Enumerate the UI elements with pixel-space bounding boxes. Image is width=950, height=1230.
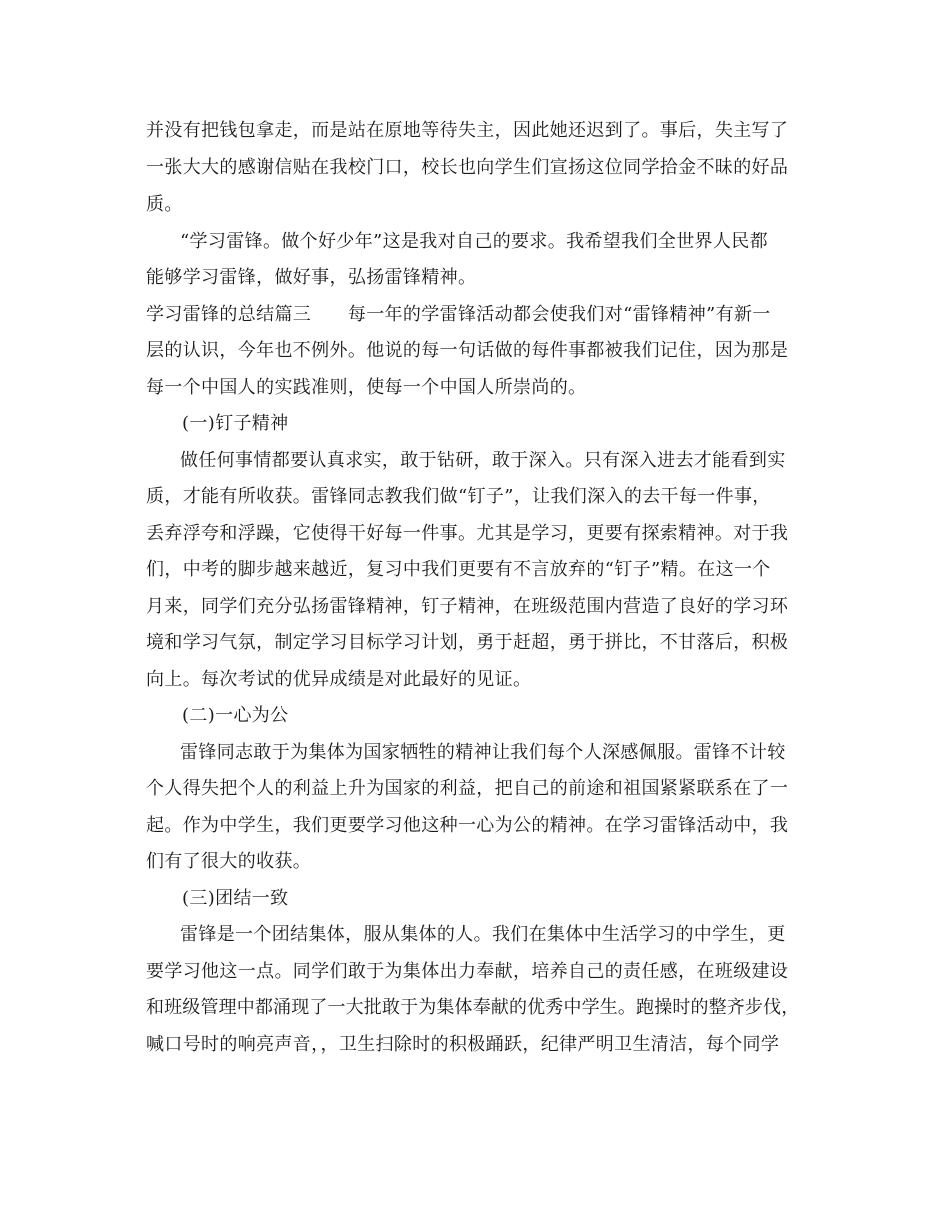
text-line: 境和学习气氛，制定学习目标学习计划，勇于赶超，勇于拼比，不甘落后，积极	[146, 632, 789, 653]
subheading-nail-spirit: (一)钉子精神	[182, 413, 289, 434]
text-line: 并没有把钱包拿走，而是站在原地等待失主，因此她还迟到了。事后，失主写了	[146, 120, 789, 141]
subheading-selfless: (二)一心为公	[182, 705, 289, 726]
text-line: 喊口号时的响亮声音，，卫生扫除时的积极踊跃，纪律严明卫生清洁，每个同学	[146, 1034, 780, 1055]
text-line: 月来，同学们充分弘扬雷锋精神，钉子精神，在班级范围内营造了良好的学习环	[146, 596, 789, 617]
text-line: 起。作为中学生，我们更要学习他这种一心为公的精神。在学习雷锋活动中，我	[146, 815, 789, 836]
text-line: 做任何事情都要认真求实，敢于钻研，敢于深入。只有深入进去才能看到实	[180, 450, 786, 471]
text-line: 丢弃浮夸和浮躁，它使得干好每一件事。尤其是学习，更要有探索精神。对于我	[146, 523, 789, 544]
text-line: 一张大大的感谢信贴在我校门口，校长也向学生们宣扬这位同学拾金不昧的好品	[146, 157, 789, 178]
text-line: 能够学习雷锋，做好事，弘扬雷锋精神。	[146, 267, 477, 288]
text-line: 每一个中国人的实践准则，使每一个中国人所崇尚的。	[146, 377, 587, 398]
text-line: “学习雷锋。做个好少年”这是我对自己的要求。我希望我们全世界人民都	[180, 231, 768, 252]
text-line: 质。	[146, 194, 183, 215]
text-line: 向上。每次考试的优异成绩是对此最好的见证。	[146, 669, 532, 690]
section-title-line: 学习雷锋的总结篇三 每一年的学雷锋活动都会使我们对“雷锋精神”有新一	[146, 304, 771, 325]
text-line: 质，才能有所收获。雷锋同志教我们做“钉子”，让我们深入的去干每一件事，	[146, 486, 771, 507]
text-line: 要学习他这一点。同学们敢于为集体出力奉献，培养自己的责任感，在班级建设	[146, 961, 789, 982]
text-line: 雷锋同志敢于为集体为国家牺牲的精神让我们每个人深感佩服。雷锋不计较	[180, 742, 786, 763]
text-line: 们，中考的脚步越来越近，复习中我们更要有不言放弃的“钉子”精。在这一个	[146, 559, 771, 580]
text-line: 雷锋是一个团结集体，服从集体的人。我们在集体中生活学习的中学生，更	[180, 924, 786, 945]
text-line: 和班级管理中都涌现了一大批敢于为集体奉献的优秀中学生。跑操时的整齐步伐，	[146, 997, 800, 1018]
text-line: 层的认识，今年也不例外。他说的每一句话做的每件事都被我们记住，因为那是	[146, 340, 789, 361]
text-line: 们有了很大的收获。	[146, 851, 312, 872]
subheading-unity: (三)团结一致	[182, 888, 289, 909]
text-line: 个人得失把个人的利益上升为国家的利益，把自己的前途和祖国紧紧联系在了一	[146, 778, 789, 799]
